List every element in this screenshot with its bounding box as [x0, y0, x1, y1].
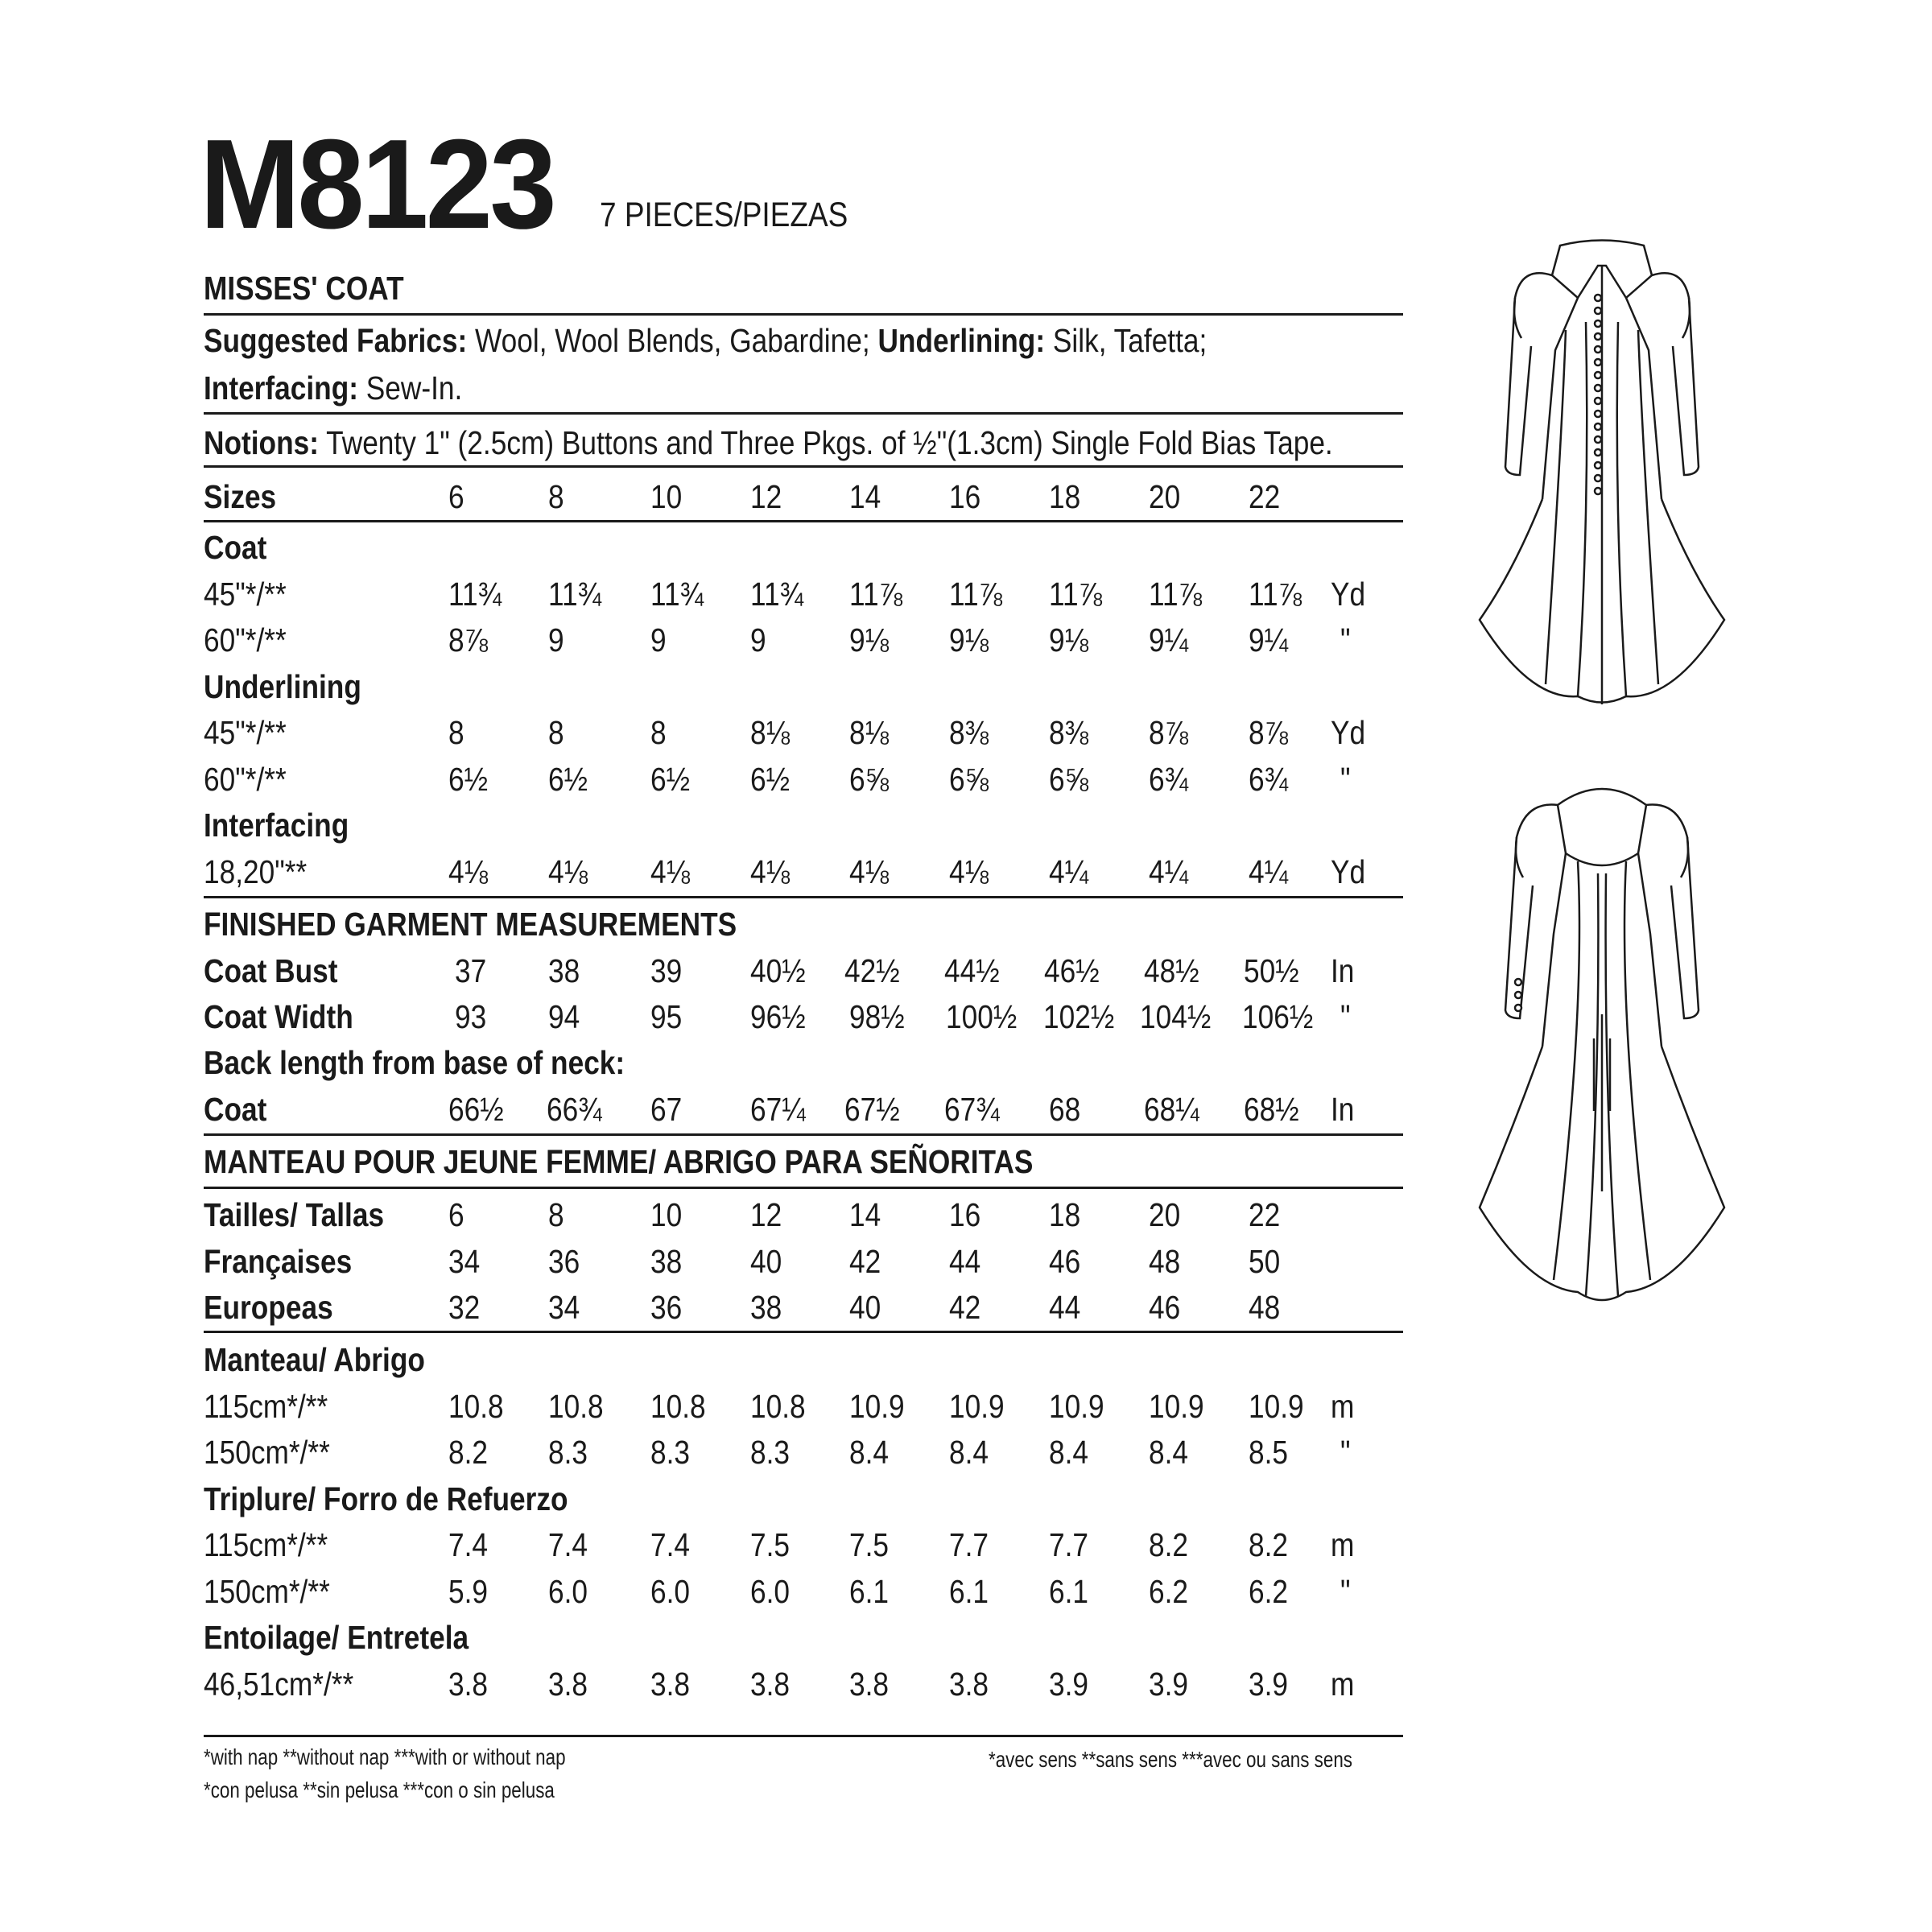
divider	[204, 520, 1403, 522]
value-cell: 4⅛	[548, 853, 588, 890]
value-cell: 38	[548, 952, 580, 989]
value-cell: 3.8	[650, 1666, 691, 1703]
size-cell: 16	[949, 1196, 981, 1233]
value-cell: 8.3	[750, 1434, 791, 1471]
row-label: Françaises	[204, 1243, 353, 1280]
row-label: 150cm*/**	[204, 1573, 330, 1610]
size-cell: 16	[949, 478, 981, 515]
size-cell: 40	[849, 1289, 881, 1326]
value-cell: 10.9	[1149, 1388, 1204, 1425]
value-cell: 10.8	[750, 1388, 806, 1425]
value-cell: 6¾	[1149, 761, 1189, 798]
value-cell: 5.9	[448, 1573, 489, 1610]
size-cell: 8	[548, 478, 564, 515]
value-cell: 4¼	[1149, 853, 1189, 890]
size-cell: 34	[448, 1243, 481, 1280]
unit-cell: "	[1340, 998, 1351, 1035]
size-cell: 20	[1149, 478, 1181, 515]
value-cell: 6½	[650, 761, 691, 798]
footnote-spanish: *con pelusa **sin pelusa ***con o sin pelusa	[204, 1777, 555, 1802]
unit-cell: In	[1331, 1091, 1355, 1128]
value-cell: 11¾	[548, 576, 602, 613]
value-cell: 94	[548, 998, 580, 1035]
value-cell: 8.4	[949, 1434, 989, 1471]
value-cell: 7.5	[849, 1526, 890, 1563]
value-cell: 37	[455, 952, 487, 989]
value-cell: 4⅛	[849, 853, 890, 890]
value-cell: 8.4	[849, 1434, 890, 1471]
value-cell: 6.1	[949, 1573, 989, 1610]
size-cell: 6	[448, 1196, 464, 1233]
value-cell: 10.8	[650, 1388, 706, 1425]
value-cell: 67	[650, 1091, 683, 1128]
row-label: 150cm*/**	[204, 1434, 330, 1471]
value-cell: 8.4	[1149, 1434, 1189, 1471]
value-cell: 9¼	[1149, 621, 1189, 658]
value-cell: 4⅛	[448, 853, 489, 890]
value-cell: 67¼	[750, 1091, 806, 1128]
sizes-label: Sizes	[204, 478, 277, 515]
size-cell: 20	[1149, 1196, 1181, 1233]
value-cell: 8.2	[1249, 1526, 1289, 1563]
unit-cell: "	[1340, 1434, 1351, 1471]
size-cell: 46	[1049, 1243, 1081, 1280]
value-cell: 104½	[1140, 998, 1212, 1035]
size-cell: 22	[1249, 478, 1281, 515]
value-cell: 46½	[1044, 952, 1100, 989]
value-cell: 7.7	[1049, 1526, 1089, 1563]
size-cell: 38	[650, 1243, 683, 1280]
value-cell: 6¾	[1249, 761, 1289, 798]
value-cell: 8	[448, 714, 464, 751]
unit-cell: m	[1331, 1388, 1355, 1425]
divider	[204, 896, 1403, 898]
unit-cell: Yd	[1331, 576, 1366, 613]
unit-cell: "	[1340, 1573, 1351, 1610]
value-cell: 100½	[946, 998, 1018, 1035]
pattern-number: M8123	[200, 114, 554, 255]
finished-heading: FINISHED GARMENT MEASUREMENTS	[204, 906, 737, 943]
value-cell: 8	[650, 714, 667, 751]
size-cell: 6	[448, 478, 464, 515]
row-label: Europeas	[204, 1289, 333, 1326]
value-cell: 11⅞	[1249, 576, 1302, 613]
row-label: Coat	[204, 1091, 267, 1128]
unit-cell: In	[1331, 952, 1355, 989]
suggested-fabrics-line	[204, 324, 1207, 357]
footnote-french: *avec sens **sans sens ***avec ou sans sens	[989, 1747, 1352, 1772]
value-cell: 8.4	[1049, 1434, 1089, 1471]
suggested-fabrics-label: Suggested Fabrics:	[204, 322, 468, 359]
value-cell: 9	[548, 621, 564, 658]
value-cell: 66¾	[547, 1091, 602, 1128]
size-cell: 44	[949, 1243, 981, 1280]
value-cell: 4¼	[1049, 853, 1089, 890]
value-cell: 95	[650, 998, 683, 1035]
value-cell: 8⅜	[1049, 714, 1089, 751]
value-cell: 11⅞	[949, 576, 1003, 613]
size-cell: 48	[1149, 1243, 1181, 1280]
value-cell: 4⅛	[650, 853, 691, 890]
value-cell: 8.5	[1249, 1434, 1289, 1471]
value-cell: 7.7	[949, 1526, 989, 1563]
value-cell: 68½	[1244, 1091, 1299, 1128]
metric-heading: MANTEAU POUR JEUNE FEMME/ ABRIGO PARA SEÑORITAS	[204, 1143, 1034, 1180]
garment-title: MISSES' COAT	[204, 270, 404, 307]
divider	[204, 1331, 1403, 1333]
value-cell: 6½	[750, 761, 791, 798]
size-cell: 12	[750, 478, 782, 515]
value-cell: 68¼	[1144, 1091, 1199, 1128]
value-cell: 3.8	[548, 1666, 588, 1703]
section-label: Triplure/ Forro de Refuerzo	[204, 1480, 568, 1517]
footnote-english: *with nap **without nap ***with or without nap	[204, 1744, 566, 1769]
row-label: 45"*/**	[204, 714, 287, 751]
interfacing-line	[204, 369, 463, 407]
size-cell: 18	[1049, 1196, 1081, 1233]
notions-line	[204, 424, 1333, 461]
value-cell: 9⅛	[1049, 621, 1089, 658]
value-cell: 6.0	[650, 1573, 691, 1610]
size-cell: 42	[949, 1289, 981, 1326]
size-cell: 18	[1049, 478, 1081, 515]
piece-count: 7 PIECES/PIEZAS	[600, 196, 848, 234]
value-cell: 3.9	[1149, 1666, 1189, 1703]
size-cell: 46	[1149, 1289, 1181, 1326]
value-cell: 8⅛	[750, 714, 791, 751]
value-cell: 7.4	[548, 1526, 588, 1563]
coat-back-view-illustration	[1465, 773, 1739, 1312]
value-cell: 8⅜	[949, 714, 989, 751]
unit-cell: "	[1340, 621, 1351, 658]
size-cell: 14	[849, 1196, 881, 1233]
unit-cell: m	[1331, 1666, 1355, 1703]
value-cell: 6.1	[1049, 1573, 1089, 1610]
underlining-label: Underlining:	[877, 322, 1046, 359]
value-cell: 10.8	[548, 1388, 604, 1425]
size-cell: 10	[650, 478, 683, 515]
size-cell: 48	[1249, 1289, 1281, 1326]
value-cell: 9	[650, 621, 667, 658]
value-cell: 44½	[944, 952, 1000, 989]
value-cell: 3.8	[750, 1666, 791, 1703]
notions-label: Notions:	[204, 424, 319, 461]
row-label: 18,20"**	[204, 853, 308, 890]
size-cell: 50	[1249, 1243, 1281, 1280]
value-cell: 7.4	[650, 1526, 691, 1563]
size-cell: 32	[448, 1289, 481, 1326]
row-label: Tailles/ Tallas	[204, 1196, 385, 1233]
value-cell: 6⅝	[1049, 761, 1089, 798]
value-cell: 106½	[1242, 998, 1314, 1035]
value-cell: 11⅞	[1049, 576, 1103, 613]
value-cell: 102½	[1043, 998, 1115, 1035]
row-label: 115cm*/**	[204, 1526, 328, 1563]
value-cell: 4⅛	[750, 853, 791, 890]
value-cell: 6.2	[1249, 1573, 1289, 1610]
unit-cell: "	[1340, 761, 1351, 798]
value-cell: 98½	[849, 998, 905, 1035]
value-cell: 68	[1049, 1091, 1081, 1128]
value-cell: 8⅛	[849, 714, 890, 751]
back-length-heading: Back length from base of neck:	[204, 1044, 625, 1081]
value-cell: 42½	[844, 952, 900, 989]
value-cell: 6⅝	[849, 761, 890, 798]
suggested-fabrics-value: Wool, Wool Blends, Gabardine;	[467, 322, 878, 359]
value-cell: 11⅞	[1149, 576, 1203, 613]
size-cell: 36	[650, 1289, 683, 1326]
value-cell: 9⅛	[949, 621, 989, 658]
size-cell: 14	[849, 478, 881, 515]
value-cell: 9	[750, 621, 766, 658]
value-cell: 6½	[548, 761, 588, 798]
value-cell: 8.3	[650, 1434, 691, 1471]
value-cell: 6.2	[1149, 1573, 1189, 1610]
value-cell: 96½	[750, 998, 806, 1035]
size-cell: 44	[1049, 1289, 1081, 1326]
value-cell: 8⅞	[1149, 714, 1189, 751]
section-label: Underlining	[204, 668, 361, 705]
divider	[204, 313, 1403, 316]
value-cell: 4⅛	[949, 853, 989, 890]
row-label: Coat Bust	[204, 952, 338, 989]
value-cell: 6.0	[750, 1573, 791, 1610]
value-cell: 6.0	[548, 1573, 588, 1610]
value-cell: 3.9	[1049, 1666, 1089, 1703]
row-label: 46,51cm*/**	[204, 1666, 354, 1703]
divider	[204, 465, 1403, 468]
row-label: Coat Width	[204, 998, 353, 1035]
value-cell: 8⅞	[1249, 714, 1289, 751]
interfacing-label: Interfacing:	[204, 369, 358, 407]
size-cell: 12	[750, 1196, 782, 1233]
value-cell: 8	[548, 714, 564, 751]
value-cell: 3.8	[849, 1666, 890, 1703]
size-cell: 8	[548, 1196, 564, 1233]
value-cell: 67¾	[944, 1091, 1000, 1128]
section-label: Coat	[204, 529, 267, 566]
size-cell: 38	[750, 1289, 782, 1326]
divider	[204, 1735, 1403, 1737]
section-label: Entoilage/ Entretela	[204, 1619, 469, 1656]
coat-front-view-illustration	[1465, 233, 1739, 716]
unit-cell: m	[1331, 1526, 1355, 1563]
divider	[204, 1187, 1403, 1189]
underlining-value: Silk, Tafetta;	[1045, 322, 1208, 359]
unit-cell: Yd	[1331, 714, 1366, 751]
value-cell: 3.9	[1249, 1666, 1289, 1703]
unit-cell: Yd	[1331, 853, 1366, 890]
value-cell: 3.8	[949, 1666, 989, 1703]
value-cell: 40½	[750, 952, 806, 989]
value-cell: 4¼	[1249, 853, 1289, 890]
value-cell: 66½	[448, 1091, 504, 1128]
value-cell: 9¼	[1249, 621, 1289, 658]
size-cell: 42	[849, 1243, 881, 1280]
value-cell: 11¾	[650, 576, 704, 613]
interfacing-value: Sew-In.	[357, 369, 463, 407]
size-cell: 22	[1249, 1196, 1281, 1233]
value-cell: 11⅞	[849, 576, 903, 613]
row-label: 115cm*/**	[204, 1388, 328, 1425]
size-cell: 10	[650, 1196, 683, 1233]
row-label: 45"*/**	[204, 576, 287, 613]
value-cell: 67½	[844, 1091, 900, 1128]
value-cell: 10.9	[1249, 1388, 1304, 1425]
size-cell: 36	[548, 1243, 580, 1280]
value-cell: 6½	[448, 761, 489, 798]
value-cell: 8.3	[548, 1434, 588, 1471]
value-cell: 39	[650, 952, 683, 989]
section-label: Interfacing	[204, 807, 349, 844]
row-label: 60"*/**	[204, 621, 287, 658]
divider	[204, 412, 1403, 415]
value-cell: 6⅝	[949, 761, 989, 798]
value-cell: 3.8	[448, 1666, 489, 1703]
value-cell: 8.2	[448, 1434, 489, 1471]
divider	[204, 1133, 1403, 1136]
size-cell: 40	[750, 1243, 782, 1280]
section-label: Manteau/ Abrigo	[204, 1341, 425, 1378]
value-cell: 7.4	[448, 1526, 489, 1563]
value-cell: 48½	[1144, 952, 1199, 989]
value-cell: 7.5	[750, 1526, 791, 1563]
value-cell: 10.9	[1049, 1388, 1104, 1425]
row-label: 60"*/**	[204, 761, 287, 798]
value-cell: 50½	[1244, 952, 1299, 989]
value-cell: 6.1	[849, 1573, 890, 1610]
value-cell: 11¾	[448, 576, 502, 613]
value-cell: 93	[455, 998, 487, 1035]
value-cell: 8⅞	[448, 621, 489, 658]
value-cell: 11¾	[750, 576, 804, 613]
value-cell: 9⅛	[849, 621, 890, 658]
value-cell: 10.8	[448, 1388, 504, 1425]
value-cell: 8.2	[1149, 1526, 1189, 1563]
notions-value: Twenty 1" (2.5cm) Buttons and Three Pkgs. of ½"(1.3cm) Single Fold Bias Tape.	[318, 424, 1333, 461]
value-cell: 10.9	[949, 1388, 1005, 1425]
value-cell: 10.9	[849, 1388, 905, 1425]
size-cell: 34	[548, 1289, 580, 1326]
